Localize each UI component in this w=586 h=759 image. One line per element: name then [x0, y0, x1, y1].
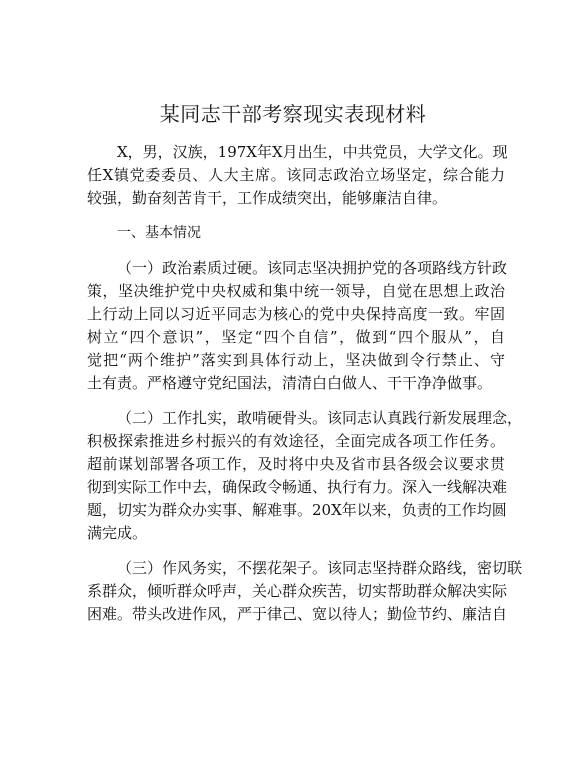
paragraph-line: 困难。带头改进作风，严于律己、宽以待人；勤俭节约、廉洁自: [87, 605, 508, 623]
paragraph-line: 策，坚决维护党中央权威和集中统一领导，自觉在思想上政治: [87, 282, 505, 300]
paragraph-line: 上行动上同以习近平同志为核心的党中央保持高度一致。牢固: [87, 305, 505, 323]
document-title: 某同志干部考察现实表现材料: [159, 102, 427, 126]
paragraph-line: （三）作风务实，不摆花架子。该同志坚持群众路线，密切联: [117, 559, 523, 577]
paragraph-gap: [87, 245, 505, 257]
paragraph-line: 满完成。: [87, 524, 148, 542]
intro-line: 任X镇党委委员、人大主席。该同志政治立场坚定，综合能力: [87, 166, 505, 184]
paragraph-gap: [87, 395, 505, 407]
paragraph-gap: [87, 545, 505, 557]
paragraph-line: 觉把“两个维护”落实到具体行动上，坚决做到令行禁止、守: [87, 351, 505, 369]
paragraph-line: 积极探索推进乡村振兴的有效途径，全面完成各项工作任务。: [87, 432, 505, 450]
intro-line: 较强，勤奋刻苦肯干，工作成绩突出，能够廉洁自律。: [87, 189, 448, 207]
paragraph-line: 树立“四个意识”，坚定“四个自信”，做到“四个服从”，自: [87, 328, 505, 346]
paragraph-line: 题，切实为群众办实事、解难事。20X年以来，负责的工作均圆: [87, 501, 507, 519]
paragraph-gap: [87, 210, 505, 222]
document-body: [87, 141, 523, 626]
section-heading: 一、基本情况: [117, 225, 201, 241]
paragraph-line: （一）政治素质过硬。该同志坚决拥护党的各项路线方针政: [117, 259, 508, 277]
paragraph-line: 超前谋划部署各项工作，及时将中央及省市县各级会议要求贯: [87, 455, 505, 473]
paragraph-line: （二）工作扎实，敢啃硬骨头。该同志认真践行新发展理念，: [117, 409, 523, 427]
intro-line: X，男，汉族，197X年X月出生，中共党员，大学文化。现: [117, 143, 508, 161]
paragraph-line: 系群众，倾听群众呼声，关心群众疾苦，切实帮助群众解决实际: [87, 582, 508, 600]
paragraph-line: 土有责。严格遵守党纪国法，清清白白做人、干干净净做事。: [87, 374, 493, 392]
paragraph-line: 彻到实际工作中去，确保政令畅通、执行有力。深入一线解决难: [87, 478, 508, 496]
